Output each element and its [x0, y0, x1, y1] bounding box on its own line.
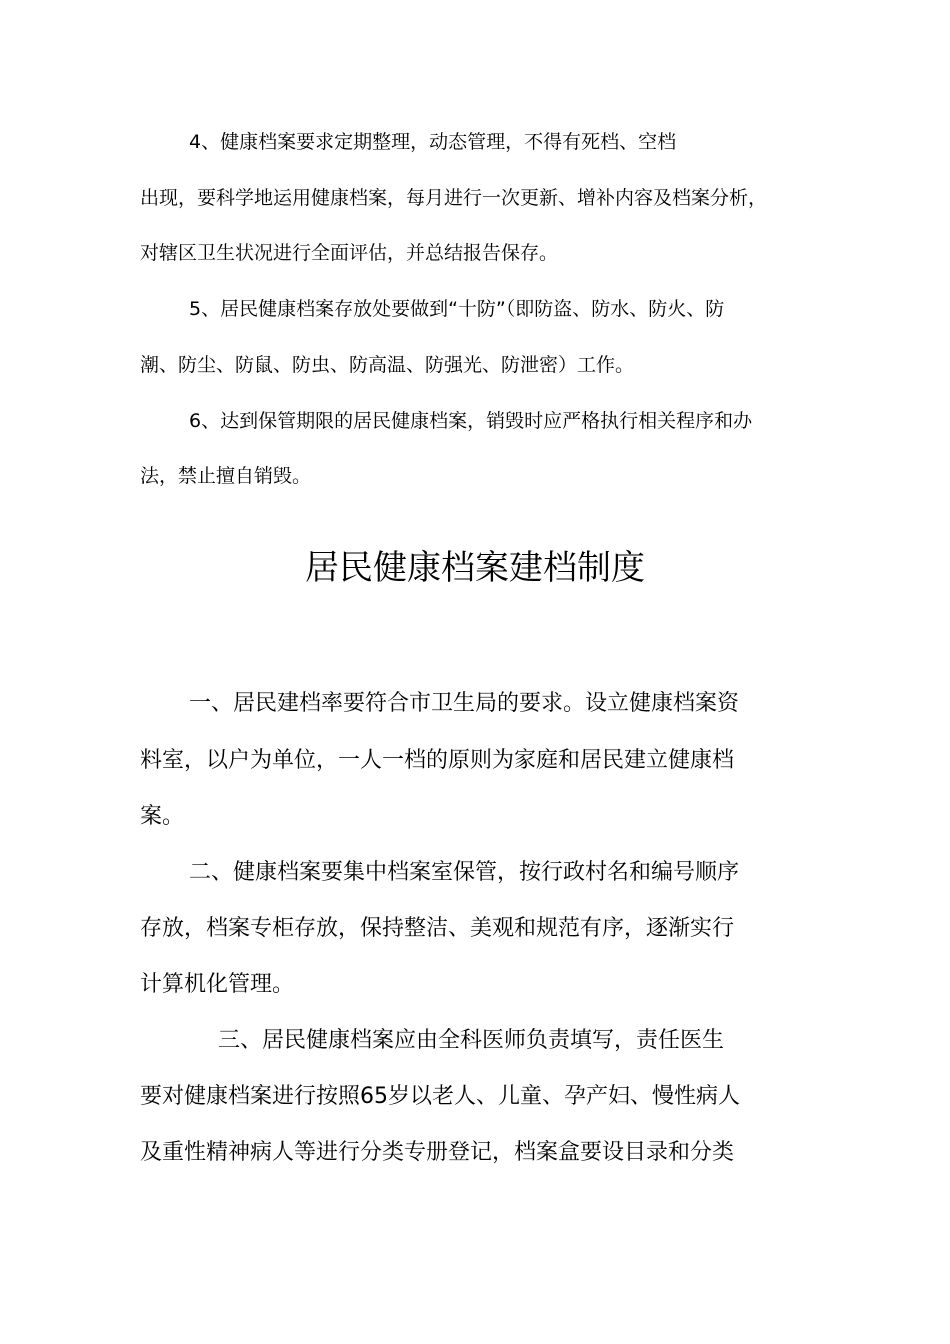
clause-3-line-3: 及重性精神病人等进行分类专册登记，档案盒要设目录和分类	[140, 1140, 735, 1165]
paragraph-4-line-1: 4、健康档案要求定期整理，动态管理，不得有死档、空档	[189, 131, 677, 153]
paragraph-4-line-2: 出现，要科学地运用健康档案，每月进行一次更新、增补内容及档案分析，	[140, 187, 768, 209]
clause-2-line-1: 二、健康档案要集中档案室保管，按行政村名和编号顺序	[189, 860, 740, 885]
paragraph-6-line-1: 6、达到保管期限的居民健康档案，销毁时应严格执行相关程序和办	[189, 410, 753, 432]
paragraph-4-line-3: 对辖区卫生状况进行全面评估，并总结报告保存。	[140, 242, 559, 264]
document-title: 居民健康档案建档制度	[305, 548, 645, 588]
clause-1-line-1: 一、居民建档率要符合市卫生局的要求。设立健康档案资	[189, 691, 740, 716]
clause-1-line-2: 料室，以户为单位，一人一档的原则为家庭和居民建立健康档	[140, 748, 735, 773]
clause-2-line-3: 计算机化管理。	[140, 972, 295, 997]
clause-3-line-1: 三、居民健康档案应由全科医师负责填写，责任医生	[218, 1028, 725, 1053]
paragraph-5-line-2: 潮、防尘、防鼠、防虫、防高温、防强光、防泄密）工作。	[140, 354, 635, 376]
paragraph-6-line-2: 法，禁止擅自销毁。	[140, 465, 312, 487]
clause-2-line-2: 存放，档案专柜存放，保持整洁、美观和规范有序，逐渐实行	[140, 916, 735, 941]
clause-1-line-3: 案。	[140, 804, 185, 829]
paragraph-5-line-1: 5、居民健康档案存放处要做到“十防”（即防盗、防水、防火、防	[189, 298, 725, 320]
clause-3-line-2: 要对健康档案进行按照65岁以老人、儿童、孕产妇、慢性病人	[140, 1084, 740, 1109]
